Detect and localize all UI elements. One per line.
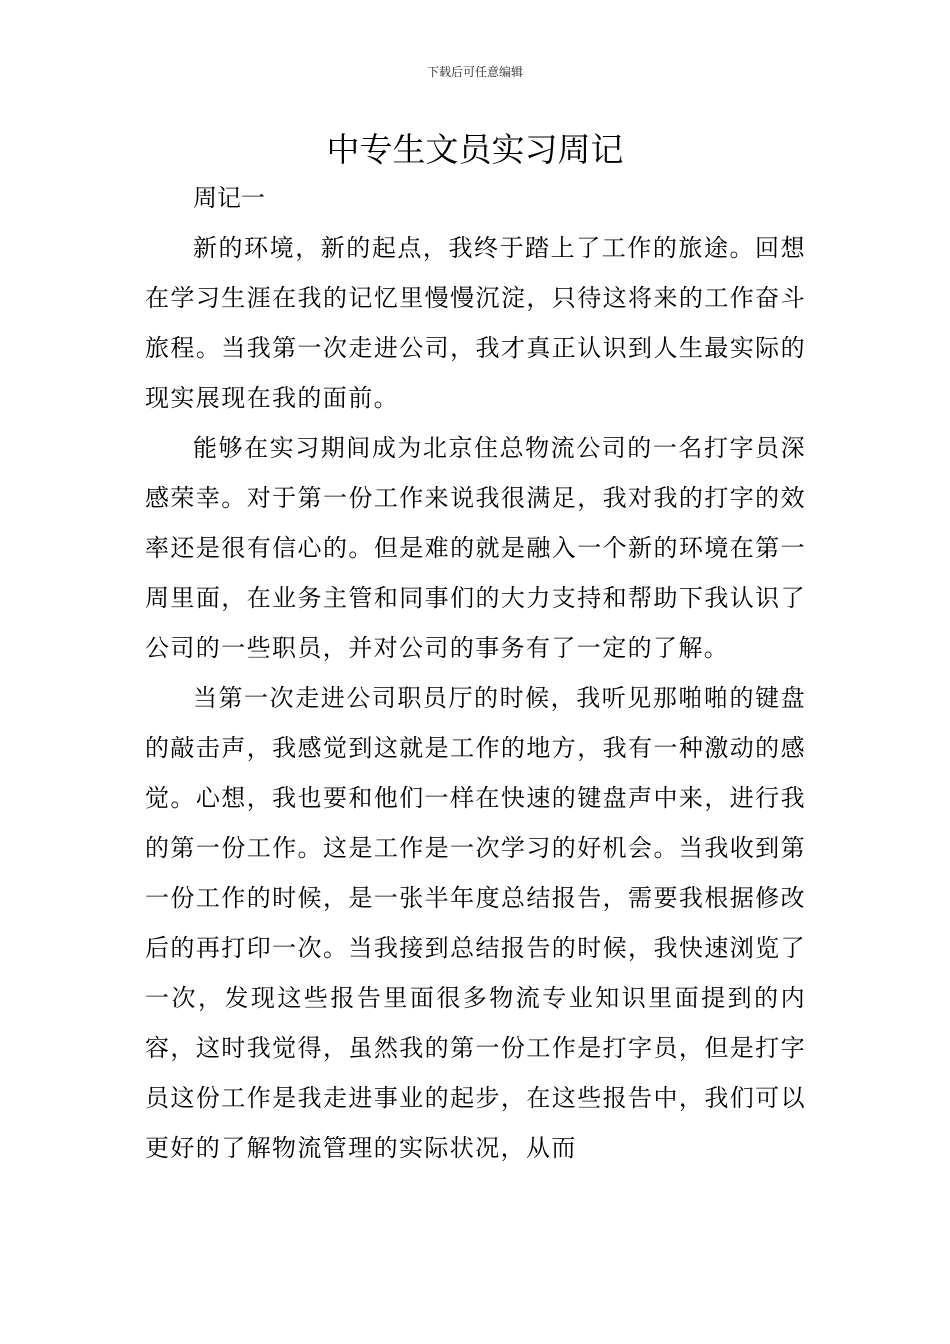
document-body [145,173,806,1173]
paragraph-1: 新的环境，新的起点，我终于踏上了工作的旅途。回想在学习生涯在我的记忆里慢慢沉淀，只待这将来的工作奋斗旅程。当我第一次走进公司，我才真正认识到人生最实际的现实展现在我的面前。 [145,234,806,412]
page-header-note: 下载后可任意编辑 [426,65,523,79]
paragraph-3: 当第一次走进公司职员厅的时候，我听见那啪啪的键盘的敲击声，我感觉到这就是工作的地方，我有一种激动的感觉。心想，我也要和他们一样在快速的键盘声中来，进行我的第一份工作。这是工作是一次学习的好机会。当我收到第一份工作的时候，是一张半年度总结报告，需要我根据修改后的再打印一次。当我接到总结报告的时候，我快速浏览了一次，发现这些报告里面很多物流专业知识里面提到的内容，这时我觉得，虽然我的第一份工作是打字员，但是打字员这份工作是我走进事业的起步，在这些报告中，我们可以更好的了解物流管理的实际状况，从而 [145,684,806,1162]
document-title: 中专生文员实习周记 [326,130,624,169]
paragraph-2: 能够在实习期间成为北京住总物流公司的一名打字员深感荣幸。对于第一份工作来说我很满足，我对我的打字的效率还是很有信心的。但是难的就是融入一个新的环境在第一周里面，在业务主管和同事们的大力支持和帮助下我认识了公司的一些职员，并对公司的事务有了一定的了解。 [145,434,806,662]
section-subheading: 周记一 [193,184,265,212]
